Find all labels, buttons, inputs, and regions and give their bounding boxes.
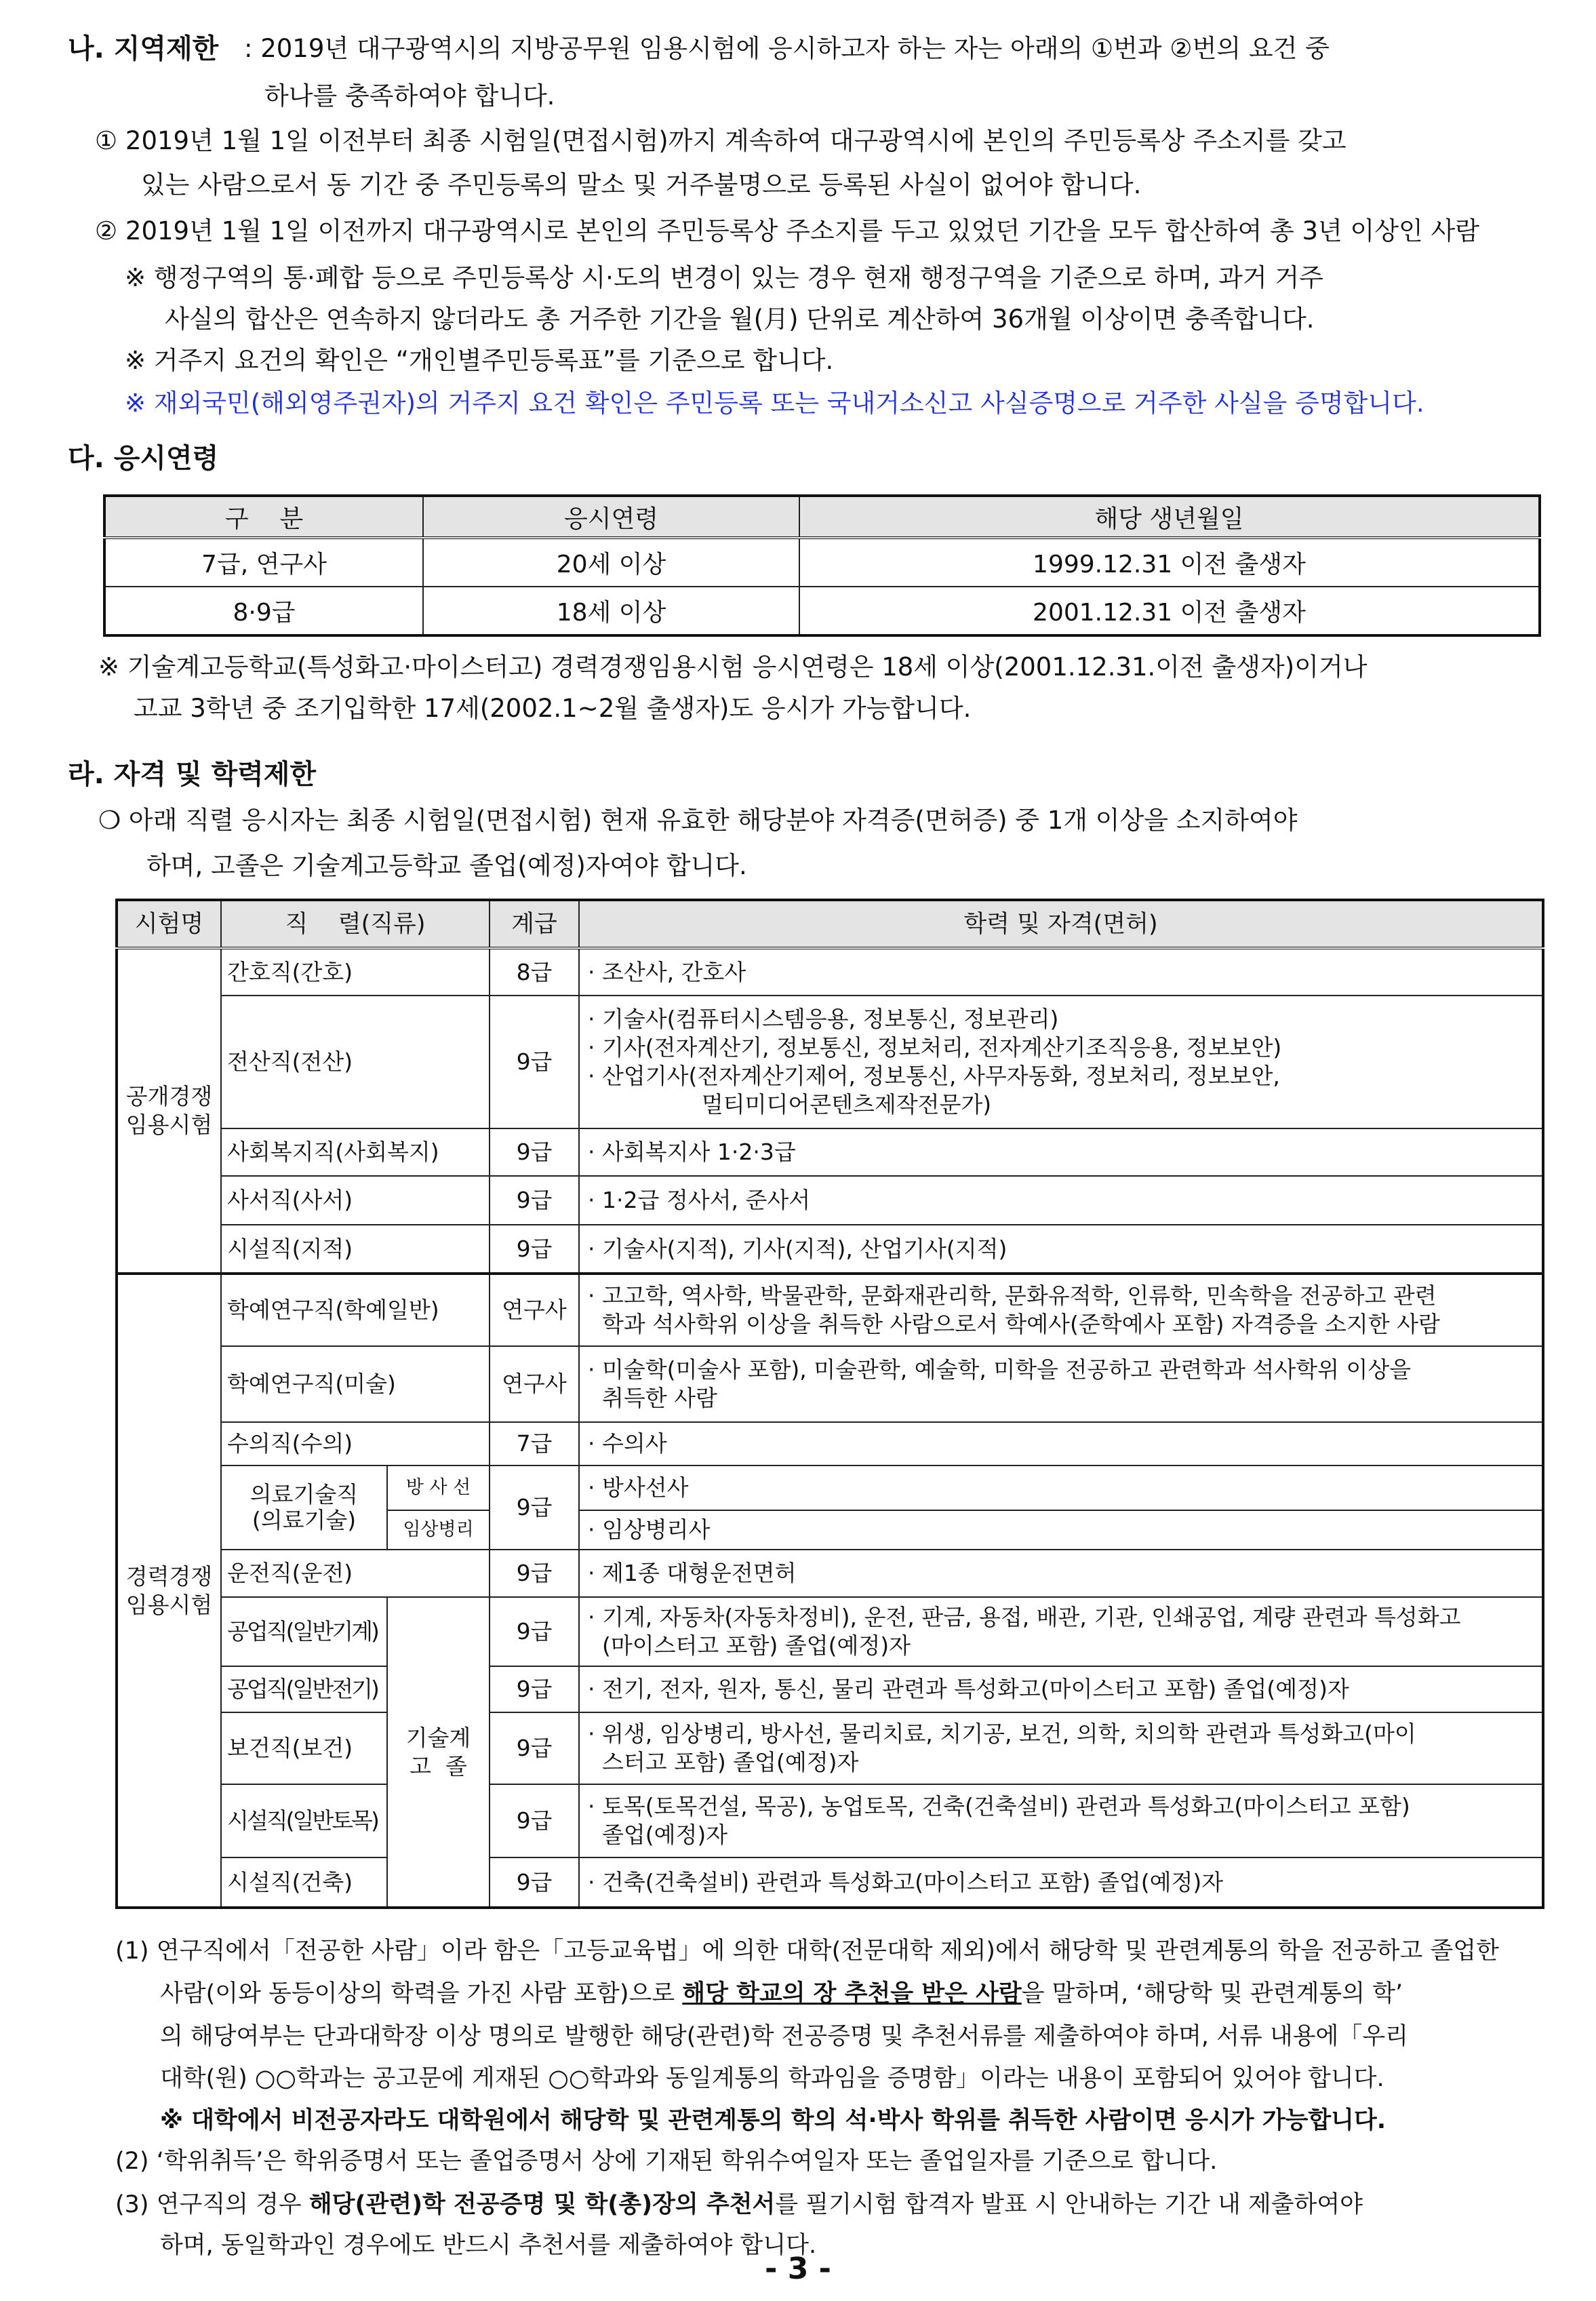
qualification-cell: · 위생, 임상병리, 방사선, 물리치료, 치기공, 보건, 의학, 치의학 관련과 특성화고(마이 스터고 포함) 졸업(예정)자 (579, 1712, 1543, 1784)
region-note-1-line-2: 사실의 합산은 연속하지 않더라도 총 거주한 기간을 월(月) 단위로 계산하여 36개월 이상이면 충족합니다. (165, 304, 1315, 334)
region-note-1-line-1: ※ 행정구역의 통·폐합 등으로 주민등록상 시·도의 변경이 있는 경우 현재 행정구역을 기준으로 하며, 과거 거주 (125, 263, 1323, 292)
job-cell: 시설직(일반토목) (221, 1784, 387, 1857)
job-cell: 사서직(사서) (221, 1176, 490, 1225)
table-row (117, 1784, 1543, 1857)
group-tech-highschool: 기술계 고 졸 (387, 1597, 490, 1908)
col-job-series: 직 렬(직류) (221, 900, 490, 948)
job-cell: 전산직(전산) (221, 996, 490, 1128)
col-qualification: 학력 및 자격(면허) (579, 900, 1543, 948)
grade-cell: 9급 (490, 1466, 579, 1550)
job-cell: 시설직(지적) (221, 1225, 490, 1274)
region-item-1-line-1: ① 2019년 1월 1일 이전부터 최종 시험일(면접시험)까지 계속하여 대구광역시에 본인의 주민등록상 주소지를 갖고 (95, 126, 1346, 155)
note-text: 을 말하며, ‘해당학 및 관련계통의 학’ (1021, 1980, 1403, 2007)
age-cell: 7급, 연구사 (104, 538, 423, 587)
region-note-2: ※ 거주지 요건의 확인은 “개인별주민등록표”를 기준으로 합니다. (125, 346, 834, 375)
page-number: - 3 - (765, 2251, 831, 2286)
age-cell: 2001.12.31 이전 출생자 (799, 587, 1540, 635)
job-cell: 수의직(수의) (221, 1422, 490, 1466)
region-note-3: ※ 재외국민(해외영주권자)의 거주지 요건 확인은 주민등록 또는 국내거소신고 사실증명으로 거주한 사실을 증명합니다. (125, 389, 1424, 418)
grade-cell: 8급 (490, 948, 579, 996)
job-cell: 시설직(건축) (221, 1857, 387, 1908)
note-1-line-3: 의 해당여부는 단과대학장 이상 명의로 발행한 해당(관련)학 전공증명 및 추천서류를 제출하여야 하며, 서류 내용에「우리 (160, 2023, 1408, 2050)
note-1-line-1: (1) 연구직에서「전공한 사람」이라 함은「고등교육법」에 의한 대학(전문대학 제외)에서 해당학 및 관련계통의 학을 전공하고 졸업한 (115, 1938, 1499, 1965)
grade-cell: 9급 (490, 996, 579, 1128)
region-intro-line-2: 하나를 충족하여야 합니다. (264, 81, 555, 111)
qualification-cell: · 제1종 대형운전면허 (579, 1550, 1543, 1597)
job-cell: 공업직(일반기계) (221, 1597, 387, 1666)
table-row (117, 1346, 1543, 1422)
job-cell-medical: 의료기술직 (의료기술) (221, 1466, 387, 1550)
age-cell: 1999.12.31 이전 출생자 (799, 538, 1540, 587)
table-row (117, 1274, 1543, 1346)
table-row (117, 996, 1543, 1128)
age-cell: 8·9급 (104, 587, 423, 635)
qualification-cell: · 기술사(컴퓨터시스템응용, 정보통신, 정보관리) · 기사(전자계산기, 정보통신, 정보처리, 전자계산기조직응용, 정보보안) · 산업기사(전자계산기제어, 정보통신, 사무자동화, 정보처리, 정보보안, 멀티미디어콘텐츠제작전문가) (579, 996, 1543, 1128)
qualification-cell: · 조산사, 간호사 (579, 948, 1543, 996)
col-exam: 시험명 (117, 900, 221, 948)
table-row (117, 1466, 1543, 1510)
age-cell: 18세 이상 (423, 587, 799, 635)
table-row (117, 1857, 1543, 1908)
qualification-cell: · 방사선사 (579, 1466, 1543, 1510)
table-row (117, 1422, 1543, 1466)
qualification-cell: · 건축(건축설비) 관련과 특성화고(마이스터고 포함) 졸업(예정)자 (579, 1857, 1543, 1908)
region-item-1-line-2: 있는 사람으로서 동 기간 중 주민등록의 말소 및 거주불명으로 등록된 사실이 없어야 합니다. (141, 170, 1142, 199)
qualification-cell: · 미술학(미술사 포함), 미술관학, 예술학, 미학을 전공하고 관련학과 석사학위 이상을 취득한 사람 (579, 1346, 1543, 1422)
note-1-line-5: ※ 대학에서 비전공자라도 대학원에서 해당학 및 관련계통의 학의 석·박사 학위를 취득한 사람이면 응시가 가능합니다. (160, 2107, 1386, 2134)
grade-cell: 9급 (490, 1712, 579, 1784)
section-region-heading: 나. 지역제한 (68, 33, 219, 64)
note-text: (3) 연구직의 경우 (115, 2191, 309, 2218)
job-cell: 보건직(보건) (221, 1712, 387, 1784)
job-cell: 학예연구직(미술) (221, 1346, 490, 1422)
qualification-cell: · 수의사 (579, 1422, 1543, 1466)
note-1-line-4: 대학(원) ○○학과는 공고문에 게재된 ○○학과와 동일계통의 학과임을 증명함」이라는 내용이 포함되어 있어야 합니다. (160, 2065, 1384, 2092)
sub-job-cell: 임상병리 (387, 1510, 490, 1550)
grade-cell: 9급 (490, 1176, 579, 1225)
qualification-cell: · 기계, 자동차(자동차정비), 운전, 판금, 용접, 배관, 기관, 인쇄공업, 계량 관련과 특성화고 (마이스터고 포함) 졸업(예정)자 (579, 1597, 1543, 1666)
grade-cell: 9급 (490, 1597, 579, 1666)
region-intro-line-1: : 2019년 대구광역시의 지방공무원 임용시험에 응시하고자 하는 자는 아래의 ①번과 ②번의 요건 중 (244, 34, 1330, 63)
age-col-birthdate: 해당 생년월일 (799, 496, 1540, 538)
job-cell: 공업직(일반전기) (221, 1666, 387, 1712)
table-row (117, 1128, 1543, 1176)
note-emphasis: 해당(관련)학 전공증명 및 학(총)장의 추천서 (308, 2191, 776, 2218)
note-text: 를 필기시험 합격자 발표 시 안내하는 기간 내 제출하여야 (775, 2191, 1363, 2218)
age-col-age: 응시연령 (423, 496, 799, 538)
col-grade: 계급 (490, 900, 579, 948)
grade-cell: 연구사 (490, 1274, 579, 1346)
qualification-cell: · 고고학, 역사학, 박물관학, 문화재관리학, 문화유적학, 인류학, 민속학을 전공하고 관련 학과 석사학위 이상을 취득한 사람으로서 학예사(준학예사 포함) 자격증을 소지한 사람 (579, 1274, 1543, 1346)
grade-cell: 7급 (490, 1422, 579, 1466)
table-row (117, 1712, 1543, 1784)
qualification-cell: · 토목(토목건설, 목공), 농업토목, 건축(건축설비) 관련과 특성화고(마이스터고 포함) 졸업(예정)자 (579, 1784, 1543, 1857)
qualification-table (115, 899, 1544, 1909)
note-1-line-2 (160, 1977, 1403, 2011)
note-3-line-2: 하며, 동일학과인 경우에도 반드시 추천서를 제출하여야 합니다. (160, 2232, 817, 2259)
age-table-header (104, 496, 1540, 538)
grade-cell: 9급 (490, 1128, 579, 1176)
note-3-line-1 (115, 2188, 1363, 2222)
table-row (117, 1597, 1543, 1666)
qualification-cell: · 1·2급 정사서, 준사서 (579, 1176, 1543, 1225)
age-note-line-2: 고교 3학년 중 조기입학한 17세(2002.1~2월 출생자)도 응시가 가능합니다. (134, 694, 972, 723)
qualification-cell: · 임상병리사 (579, 1510, 1543, 1550)
region-item-2: ② 2019년 1월 1일 이전까지 대구광역시로 본인의 주민등록상 주소지를 두고 있었던 기간을 모두 합산하여 총 3년 이상인 사람 (95, 216, 1480, 245)
table-row (117, 1176, 1543, 1225)
qualification-intro-line-1: ❍ 아래 직렬 응시자는 최종 시험일(면접시험) 현재 유효한 해당분야 자격증(면허증) 중 1개 이상을 소지하여야 (98, 806, 1298, 835)
job-cell: 운전직(운전) (221, 1550, 490, 1597)
section-age-heading: 다. 응시연령 (68, 443, 219, 474)
grade-cell: 연구사 (490, 1346, 579, 1422)
grade-cell: 9급 (490, 1225, 579, 1274)
grade-cell: 9급 (490, 1550, 579, 1597)
table-row (104, 538, 1540, 587)
note-text: 사람(이와 동등이상의 학력을 가진 사람 포함)으로 (160, 1980, 683, 2007)
age-cell: 20세 이상 (423, 538, 799, 587)
grade-cell: 9급 (490, 1666, 579, 1712)
note-2: (2) ‘학위취득’은 학위증명서 또는 졸업증명서 상에 기재된 학위수여일자 또는 졸업일자를 기준으로 합니다. (115, 2148, 1218, 2175)
age-col-category: 구 분 (104, 496, 423, 538)
job-cell: 사회복지직(사회복지) (221, 1128, 490, 1176)
qualification-cell: · 기술사(지적), 기사(지적), 산업기사(지적) (579, 1225, 1543, 1274)
table-row (117, 1666, 1543, 1712)
job-cell: 학예연구직(학예일반) (221, 1274, 490, 1346)
section-qualification-heading: 라. 자격 및 학력제한 (68, 759, 317, 790)
qualification-cell: · 전기, 전자, 원자, 통신, 물리 관련과 특성화고(마이스터고 포함) 졸업(예정)자 (579, 1666, 1543, 1712)
table-row (117, 1225, 1543, 1274)
age-table (103, 494, 1541, 637)
group-career-competition: 경력경쟁 임용시험 (117, 1274, 221, 1908)
table-row (117, 1550, 1543, 1597)
age-note-line-1: ※ 기술계고등학교(특성화고·마이스터고) 경력경쟁임용시험 응시연령은 18세 이상(2001.12.31.이전 출생자)이거나 (98, 652, 1368, 682)
grade-cell: 9급 (490, 1857, 579, 1908)
sub-job-cell: 방 사 선 (387, 1466, 490, 1510)
table-row (104, 587, 1540, 635)
note-emphasis: 해당 학교의 장 추천을 받은 사람 (682, 1980, 1022, 2007)
grade-cell: 9급 (490, 1784, 579, 1857)
table-row (117, 948, 1543, 996)
qualification-table-header (117, 900, 1543, 948)
group-open-competition: 공개경쟁 임용시험 (117, 948, 221, 1274)
job-cell: 간호직(간호) (221, 948, 490, 996)
qualification-cell: · 사회복지사 1·2·3급 (579, 1128, 1543, 1176)
qualification-intro-line-2: 하며, 고졸은 기술계고등학교 졸업(예정)자여야 합니다. (146, 851, 747, 880)
